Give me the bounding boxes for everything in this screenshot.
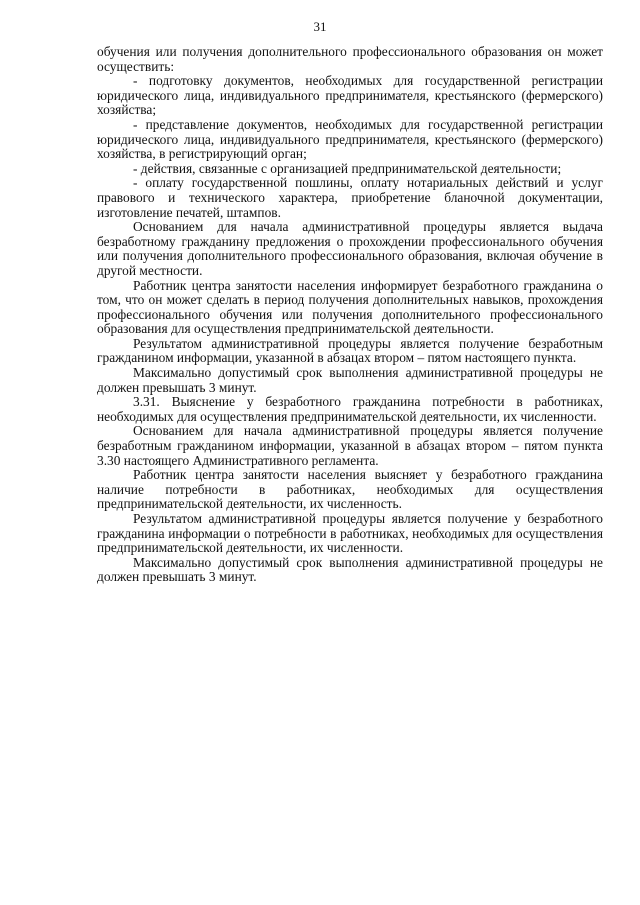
- paragraph-3-31-basis: Основанием для начала административной процедуры является получение безработным гражданином информации, указанной в абзацах втором – пятом пункта 3.30 настоящего Административного регламента.: [97, 423, 603, 468]
- list-item-organization-actions: - действия, связанные с организацией предпринимательской деятельности;: [133, 160, 562, 176]
- paragraph-procedure-basis: Основанием для начала административной процедуры является выдача безработному гражданину предложения о прохождении профессионального обучения или получения дополнительного профессионального образования, включая обучение в другой местности.: [97, 219, 603, 278]
- list-item-fees-payment: - оплату государственной пошлины, оплату нотариальных действий и услуг правового и технического характера, приобретение бланочной документации, изготовление печатей, штампов.: [97, 175, 603, 220]
- paragraph-3-31-employee-clarifies: Работник центра занятости населения выясняет у безработного гражданина наличие потребности в работниках, необходимых для осуществления предпринимательской деятельности, их численность.: [97, 467, 603, 512]
- paragraph-procedure-result: Результатом административной процедуры является получение безработным гражданином информации, указанной в абзацах втором – пятом настоящего пункта.: [97, 335, 603, 366]
- document-body: [97, 45, 603, 585]
- list-item-registration-documents: - подготовку документов, необходимых для государственной регистрации юридического лица, индивидуального предпринимателя, крестьянского (фермерского) хозяйства;: [97, 73, 603, 118]
- paragraph-3-31-max-duration: Максимально допустимый срок выполнения административной процедуры не должен превышать 3 минут.: [97, 554, 603, 585]
- list-item-submit-documents: - представление документов, необходимых для государственной регистрации юридического лица, индивидуального предпринимателя, крестьянского (фермерского) хозяйства, в регистрирующий орган;: [97, 116, 603, 162]
- paragraph-continuation: обучения или получения дополнительного профессионального образования он может осуществить:: [97, 44, 603, 74]
- page-number: 31: [313, 19, 327, 34]
- section-3-31-heading: 3.31. Выяснение у безработного гражданина потребности в работниках, необходимых для осуществления предпринимательской деятельности, их численности.: [97, 394, 603, 424]
- paragraph-max-duration: Максимально допустимый срок выполнения административной процедуры не должен превышать 3 минут.: [97, 365, 603, 395]
- paragraph-employee-informs: Работник центра занятости населения информирует безработного гражданина о том, что он может сделать в период получения дополнительных навыков, прохождения профессионального обучения или получения дополнительного профессионального образования для осуществления предпринимательской деятельности.: [97, 277, 603, 337]
- paragraph-3-31-result: Результатом административной процедуры является получение у безработного гражданина информации о потребности в работниках, необходимых для осуществления предпринимательской деятельности, их численности.: [97, 511, 603, 556]
